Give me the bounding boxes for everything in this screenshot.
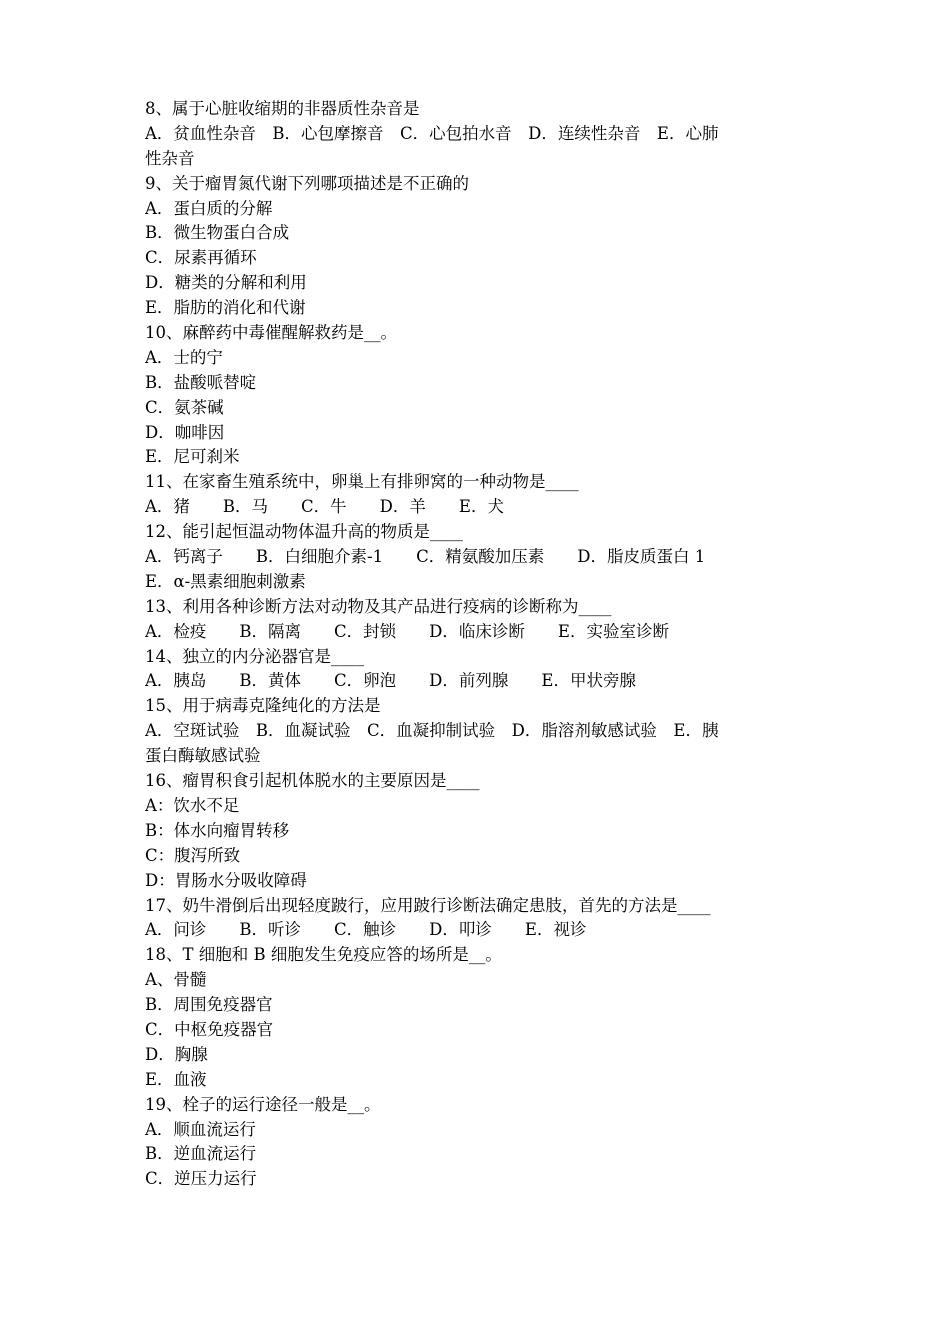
question-19-option-c: C．逆压力运行	[145, 1169, 257, 1189]
question-17-options: A．问诊 B．听诊 C．触诊 D．叩诊 E．视诊	[145, 920, 587, 940]
question-16-option-b: B：体水向瘤胃转移	[145, 820, 290, 840]
question-9-option-b: B．微生物蛋白合成	[145, 223, 290, 243]
question-16-option-c: C：腹泻所致	[145, 845, 241, 865]
question-14-options: A．胰岛 B．黄体 C．卵泡 D．前列腺 E．甲状旁腺	[145, 671, 636, 691]
question-15-options-cont: 蛋白酶敏感试验	[145, 746, 261, 766]
question-19-option-b: B．逆血流运行	[145, 1144, 257, 1164]
question-9-option-c: C．尿素再循环	[145, 248, 257, 268]
question-18-option-b: B．周围免疫器官	[145, 995, 273, 1015]
question-10-option-b: B．盐酸哌替啶	[145, 372, 257, 392]
question-10-stem: 10、麻醉药中毒催醒解救药是__。	[145, 323, 397, 343]
question-14-stem: 14、独立的内分泌器官是____	[145, 646, 364, 666]
question-15-stem: 15、用于病毒克隆纯化的方法是	[145, 696, 381, 716]
question-18-option-d: D．胸腺	[145, 1044, 208, 1064]
question-10-option-e: E．尼可刹米	[145, 447, 240, 467]
question-10-option-d: D．咖啡因	[145, 422, 225, 442]
question-19-option-a: A．顺血流运行	[145, 1119, 256, 1139]
question-18-option-c: C．中枢免疫器官	[145, 1019, 274, 1039]
question-18-stem: 18、T 细胞和 B 细胞发生免疫应答的场所是__。	[145, 945, 502, 965]
question-13-options: A．检疫 B．隔离 C．封锁 D．临床诊断 E．实验室诊断	[145, 621, 669, 641]
question-10-option-c: C．氨茶碱	[145, 397, 224, 417]
question-12-stem: 12、能引起恒温动物体温升高的物质是____	[145, 522, 463, 542]
question-13-stem: 13、利用各种诊断方法对动物及其产品进行疫病的诊断称为____	[145, 596, 612, 616]
question-9-stem: 9、关于瘤胃氮代谢下列哪项描述是不正确的	[145, 173, 469, 193]
document-page	[145, 97, 810, 1192]
question-19-stem: 19、栓子的运行途径一般是__。	[145, 1094, 381, 1114]
question-8-options: A．贫血性杂音 B．心包摩擦音 C．心包拍水音 D．连续性杂音 E．心肺	[145, 123, 719, 143]
question-10-option-a: A．士的宁	[145, 347, 223, 367]
question-8-stem: 8、属于心脏收缩期的非器质性杂音是	[145, 99, 420, 118]
question-16-option-a: A：饮水不足	[145, 795, 240, 815]
question-16-stem: 16、瘤胃积食引起机体脱水的主要原因是____	[145, 771, 480, 791]
question-12-options-cont: E．α-黑素细胞刺激素	[145, 571, 306, 591]
question-11-options: A．猪 B．马 C．牛 D．羊 E．犬	[145, 497, 504, 517]
question-15-options: A．空斑试验 B．血凝试验 C．血凝抑制试验 D．脂溶剂敏感试验 E．胰	[145, 721, 719, 741]
question-9-option-a: A．蛋白质的分解	[145, 198, 273, 218]
question-18-option-a: A、骨髓	[145, 970, 207, 990]
question-16-option-d: D：胃肠水分吸收障碍	[145, 870, 307, 890]
question-17-stem: 17、奶牛滑倒后出现轻度跛行，应用跛行诊断法确定患肢，首先的方法是____	[145, 895, 711, 915]
question-9-option-e: E．脂肪的消化和代谢	[145, 298, 306, 318]
question-8-options-cont: 性杂音	[145, 148, 195, 168]
question-9-option-d: D．糖类的分解和利用	[145, 273, 307, 293]
question-18-option-e: E．血液	[145, 1069, 207, 1089]
question-12-options: A．钙离子 B．白细胞介素-1 C．精氨酸加压素 D．脂皮质蛋白 1	[145, 547, 706, 567]
question-11-stem: 11、在家畜生殖系统中，卵巢上有排卵窝的一种动物是____	[145, 472, 579, 492]
